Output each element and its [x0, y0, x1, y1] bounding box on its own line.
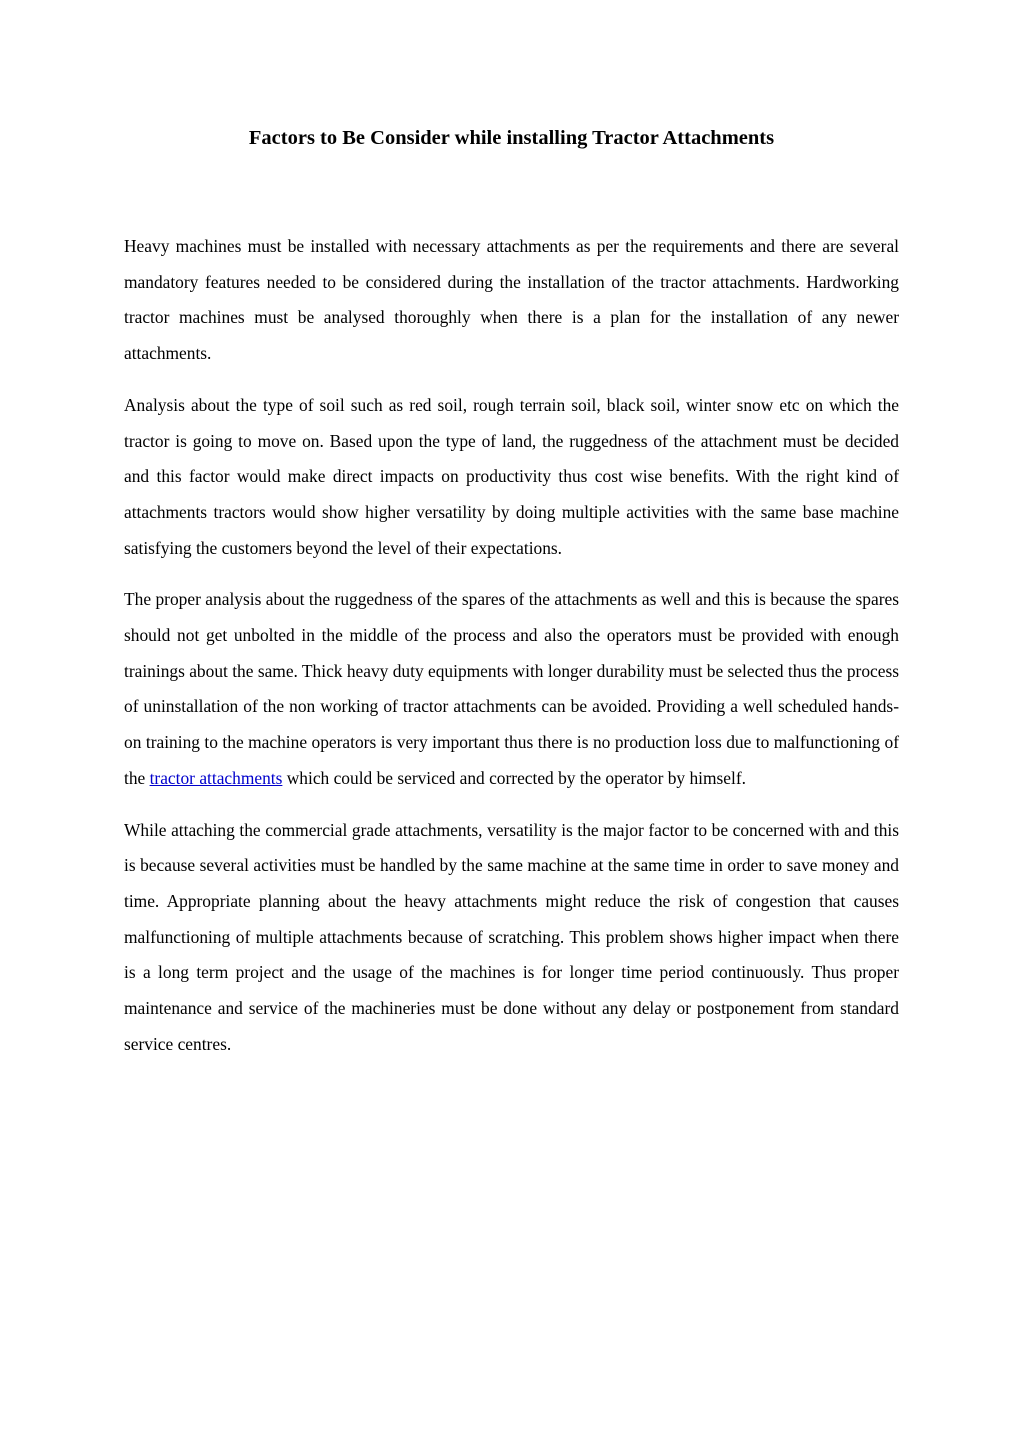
tractor-attachments-link[interactable]: tractor attachments: [149, 767, 283, 788]
paragraph-3: [124, 582, 899, 796]
paragraph-3-text-before: The proper analysis about the ruggedness of the spares of the attachments as well and this is because the spares should not get unbolted in the middle of the process and also the operators must be provided with enough trainings about the same. Thick heavy duty equipments with longer durability must be selected thus the process of uninstallation of the non working of tractor attachments can be avoided. Providing a well scheduled hands-on training to the machine operators is very important thus there is no production loss due to malfunctioning of the: [124, 589, 899, 788]
paragraph-1: Heavy machines must be installed with necessary attachments as per the requirements and there are several mandatory features needed to be considered during the installation of the tractor attachments. Hardworking tractor machines must be analysed thoroughly when there is a plan for the installation of any newer attachments.: [124, 236, 899, 364]
paragraph-2: Analysis about the type of soil such as red soil, rough terrain soil, black soil, winter snow etc on which the tractor is going to move on. Based upon the type of land, the ruggedness of the attachment must be decided and this factor would make direct impacts on productivity thus cost wise benefits. With the right kind of attachments tractors would show higher versatility by doing multiple activities with the same base machine satisfying the customers beyond the level of their expectations.: [124, 394, 899, 558]
document-body: [124, 229, 899, 1078]
paragraph-4: While attaching the commercial grade attachments, versatility is the major factor to be concerned with and this is because several activities must be handled by the same machine at the same time in order to save money and time. Appropriate planning about the heavy attachments might reduce the risk of congestion that causes malfunctioning of multiple attachments because of scratching. This problem shows higher impact when there is a long term project and the usage of the machines is for longer time period continuously. Thus proper maintenance and service of the machineries must be done without any delay or postponement from standard service centres.: [124, 819, 899, 1054]
document-title: Factors to Be Consider while installing Tractor Attachments: [248, 127, 775, 149]
paragraph-3-text-after: which could be serviced and corrected by the operator by himself.: [282, 767, 746, 788]
